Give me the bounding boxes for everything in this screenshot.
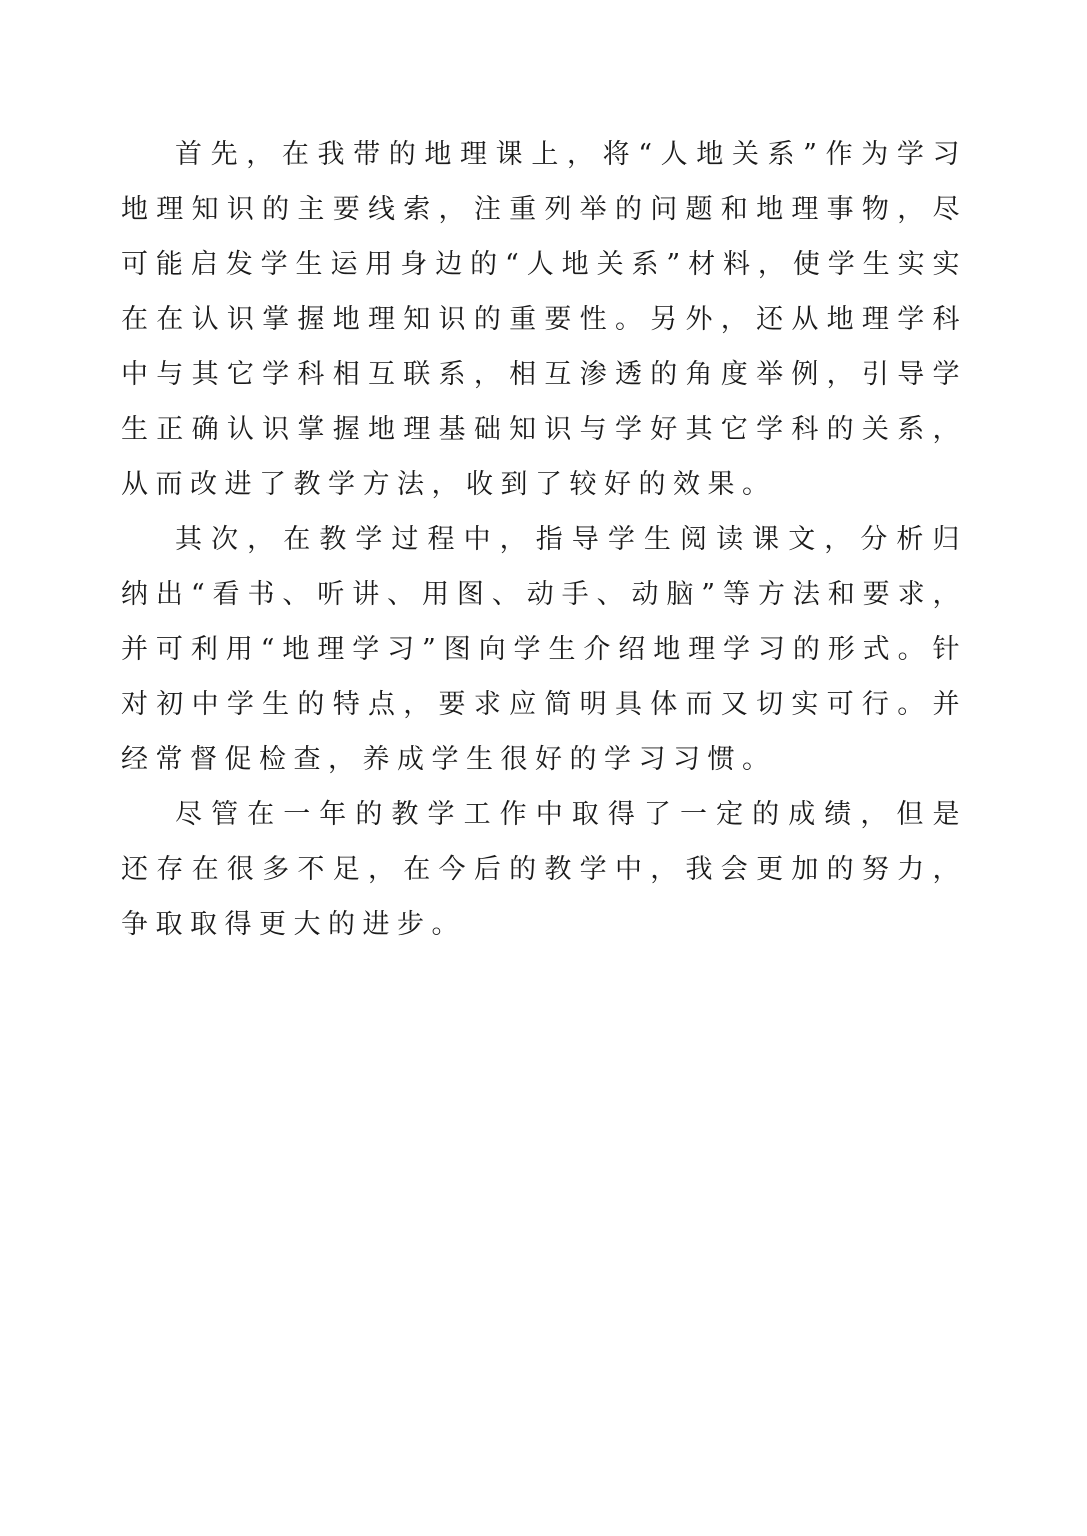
paragraph-3: 尽管在一年的教学工作中取得了一定的成绩，但是还存在很多不足，在今后的教学中，我会更加的努力，争取取得更大的进步。: [121, 799, 967, 940]
paragraph-2: 其次，在教学过程中，指导学生阅读课文，分析归纳出“看书、听讲、用图、动手、动脑”等方法和要求，并可利用“地理学习”图向学生介绍地理学习的形式。针对初中学生的特点，要求应简明具体而又切实可行。并经常督促检查，养成学生很好的学习习惯。: [121, 524, 967, 775]
paragraph-1: 首先，在我带的地理课上，将“人地关系”作为学习地理知识的主要线索，注重列举的问题和地理事物，尽可能启发学生运用身边的“人地关系”材料，使学生实实在在认识掌握地理知识的重要性。另外，还从地理学科中与其它学科相互联系，相互渗透的角度举例，引导学生正确认识掌握地理基础知识与学好其它学科的关系，从而改进了教学方法，收到了较好的效果。: [121, 139, 967, 500]
document-body: [121, 127, 967, 952]
